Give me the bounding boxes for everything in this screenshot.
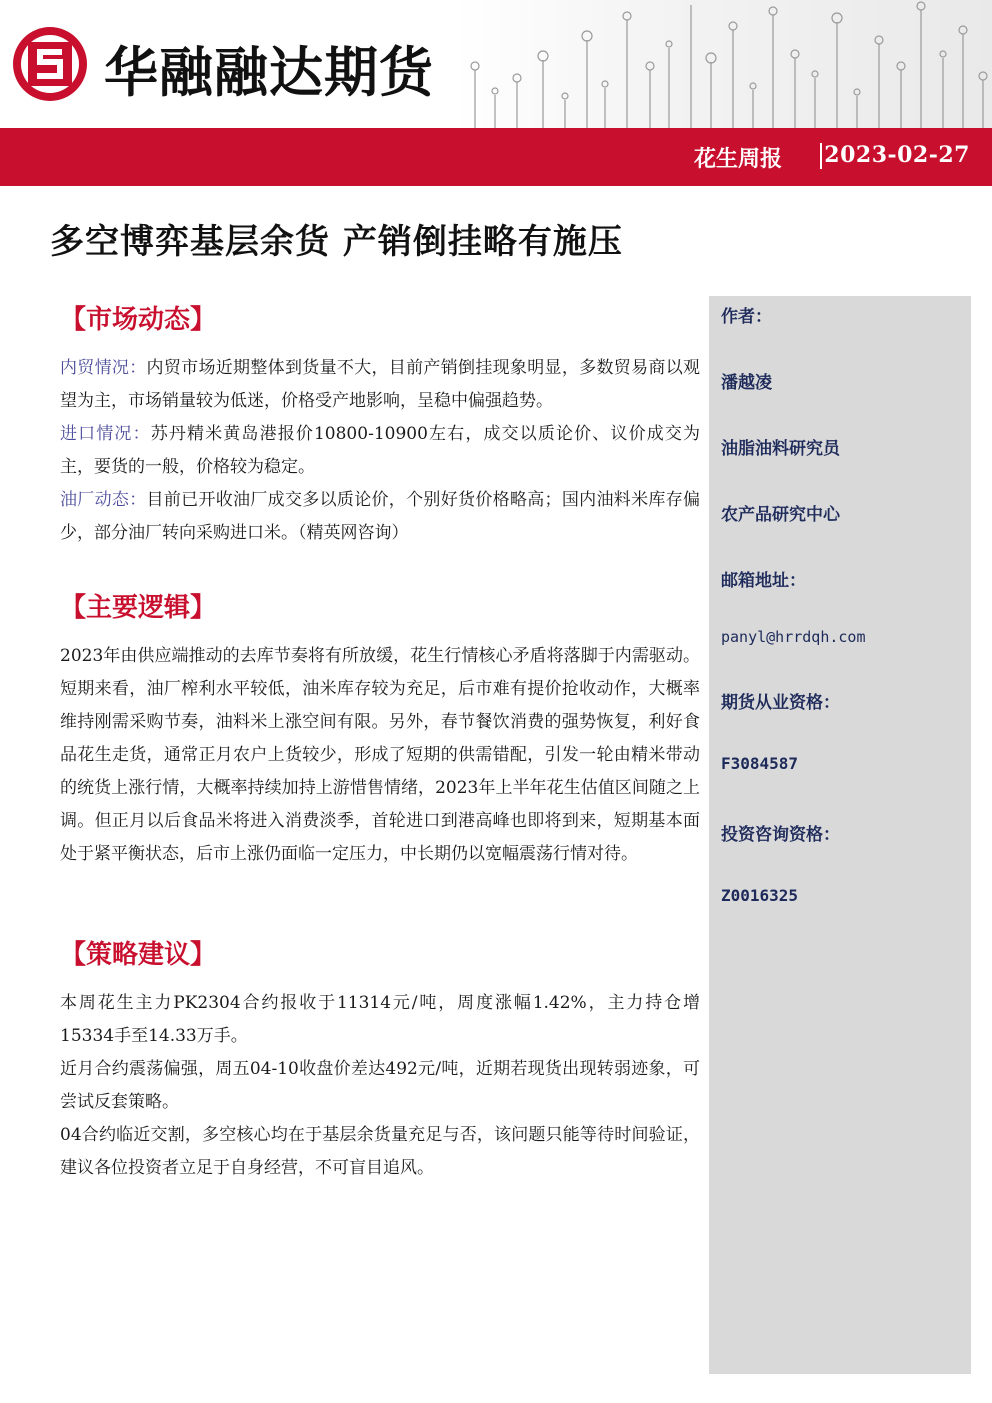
paragraph-text: 苏丹精米黄岛港报价10800-10900左右，成交以质论价、议价成交为主，要货的一般，价格较为稳定。	[60, 424, 701, 477]
section-heading: 【策略建议】	[60, 940, 217, 970]
email-label: 邮箱地址：	[721, 571, 806, 591]
section-market-dynamics	[60, 302, 700, 550]
report-type: 花生周报	[693, 146, 782, 172]
paragraph-strategy-1: 本周花生主力PK2304合约报收于11314元/吨，周度涨幅1.42%，主力持仓增15334手至14.33万手。	[60, 993, 700, 1046]
paragraph-strategy-3: 04合约临近交割，多空核心均在于基层余货量充足与否，该问题只能等待时间验证，建议各位投资者立足于自身经营，不可盲目追风。	[60, 1125, 700, 1178]
report-date: 2023-02-27	[824, 142, 970, 168]
paragraph-text: 目前已开收油厂成交多以质论价，个别好货价格略高；国内油料米库存偏少，部分油厂转向采购进口米。（精英网咨询）	[60, 490, 701, 543]
futures-qualification-number: F3084587	[721, 754, 799, 773]
company-logo	[10, 20, 440, 110]
section-heading: 【市场动态】	[60, 305, 217, 335]
section-heading: 【主要逻辑】	[60, 593, 217, 623]
investment-qualification-number: Z0016325	[721, 886, 799, 905]
paragraph-text: 内贸市场近期整体到货量不大，目前产销倒挂现象明显，多数贸易商以观望为主，市场销量较为低迷，价格受产地影响，呈稳中偏强趋势。	[60, 358, 701, 411]
paragraph-oil-mills	[60, 484, 700, 550]
band-divider	[820, 143, 822, 169]
paragraph-import	[60, 418, 700, 484]
futures-qualification-label: 期货从业资格：	[721, 693, 840, 713]
author-department: 农产品研究中心	[721, 505, 840, 525]
email-address[interactable]: panyl@hrrdqh.com	[721, 628, 866, 646]
report-band	[0, 128, 992, 186]
report-title: 多空博弈基层余货 产销倒挂略有施压	[50, 222, 623, 262]
paragraph-logic: 2023年由供应端推动的去库节奏将有所放缓，花生行情核心矛盾将落脚于内需驱动。短期来看，油厂榨利水平较低，油米库存较为充足，后市难有提价抢收动作，大概率维持刚需采购节奏，油料米上涨空间有限。另外，春节餐饮消费的强势恢复，利好食品花生走货，通常正月农户上货较少，形成了短期的供需错配，引发一轮由精米带动的统货上涨行情，大概率持续加持上游惜售情绪，2023年上半年花生估值区间随之上调。但正月以后食品米将进入消费淡季，首轮进口到港高峰也即将到来，短期基本面处于紧平衡状态，后市上涨仍面临一定压力，中长期仍以宽幅震荡行情对待。	[60, 646, 700, 864]
paragraph-label: 进口情况：	[60, 424, 151, 444]
author-name: 潘越凌	[721, 373, 772, 393]
paragraph-domestic-trade	[60, 352, 700, 418]
company-name: 华融融达期货	[104, 41, 434, 104]
section-strategy	[60, 937, 700, 1185]
logo-emblem-icon	[10, 24, 90, 104]
author-sidebar	[709, 296, 971, 1374]
author-label: 作者：	[721, 307, 772, 327]
section-main-logic	[60, 590, 700, 871]
decorative-pins-graphic	[455, 0, 992, 128]
paragraph-label: 内贸情况：	[60, 358, 147, 378]
investment-qualification-label: 投资咨询资格：	[721, 825, 840, 845]
header-decoration	[455, 0, 992, 128]
author-position: 油脂油料研究员	[721, 439, 840, 459]
paragraph-label: 油厂动态：	[60, 490, 147, 510]
paragraph-strategy-2: 近月合约震荡偏强，周五04-10收盘价差达492元/吨，近期若现货出现转弱迹象，可尝试反套策略。	[60, 1059, 700, 1112]
